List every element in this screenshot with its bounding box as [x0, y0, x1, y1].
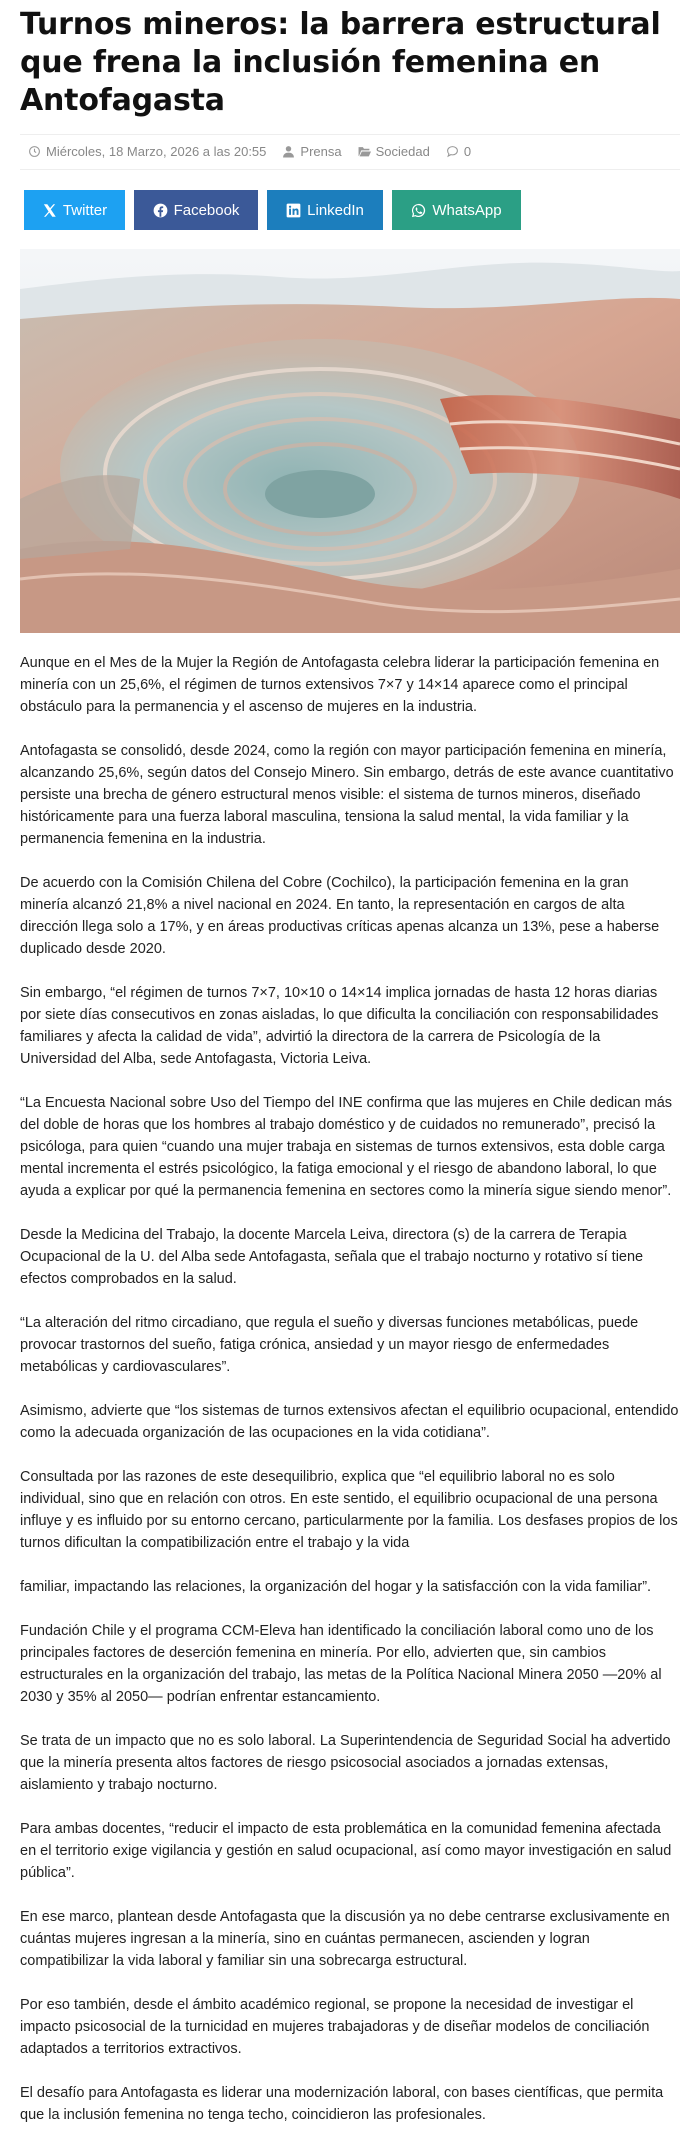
- meta-comments-count: 0: [463, 143, 472, 159]
- x-logo-icon: [42, 203, 57, 218]
- paragraph: Fundación Chile y el programa CCM-Eleva han identificado la conciliación laboral como uno de los principales factores de deserción femenina en minería. Por ello, advierten que, sin cambios estructurales en la organización del trabajo, las metas de la Política Nacional Minera 2050 —20% al 2030 y 35% al 2050— podrían enfrentar estancamiento.: [20, 1623, 662, 1705]
- meta-date: [28, 144, 266, 159]
- paragraph: El desafío para Antofagasta es liderar una modernización laboral, con bases científicas, que permita que la inclusión femenina no tenga techo, coincidieron las profesionales.: [20, 2085, 664, 2123]
- article-meta: [20, 134, 680, 170]
- share-linkedin-label: LinkedIn: [307, 201, 364, 219]
- paragraph: Sin embargo, “el régimen de turnos 7×7, 10×10 o 14×14 implica jornadas de hasta 12 horas diarias por siete días consecutivos en zonas aisladas, lo que dificulta la conciliación con responsabilidades familiares y afecta la calidad de vida”, advirtió la directora de la carrera de Psicología de la Universidad del Alba, sede Antofagasta, Victoria Leiva.: [20, 985, 659, 1067]
- paragraph: Aunque en el Mes de la Mujer la Región de Antofagasta celebra liderar la participación femenina en minería con un 25,6%, el régimen de turnos extensivos 7×7 y 14×14 aparece como el principal obstáculo para la permanencia y el ascenso de mujeres en la industria.: [20, 655, 660, 715]
- meta-category-text: Sociedad: [375, 143, 430, 159]
- meta-comments[interactable]: [446, 144, 471, 159]
- paragraph: Asimismo, advierte que “los sistemas de turnos extensivos afectan el equilibrio ocupacional, entendido como la adecuada organización de las ocupaciones en la vida cotidiana”.: [20, 1403, 679, 1441]
- paragraph: En ese marco, plantean desde Antofagasta que la discusión ya no debe centrarse exclusivamente en cuántas mujeres ingresan a la minería, sino en cuántas permanecen, ascienden y logran compatibilizar la vida laboral y familiar sin una sobrecarga estructural.: [20, 1909, 670, 1969]
- share-whatsapp-button[interactable]: [392, 190, 521, 230]
- paragraph: familiar, impactando las relaciones, la organización del hogar y la satisfacción con la vida familiar”.: [20, 1579, 652, 1595]
- share-linkedin-button[interactable]: [267, 190, 383, 230]
- user-icon: [282, 145, 295, 158]
- meta-author-text: Prensa: [300, 143, 342, 159]
- meta-author[interactable]: [282, 144, 341, 159]
- article-title: Turnos mineros: la barrera estructural que frena la inclusión femenina en Antofagasta: [20, 7, 661, 118]
- paragraph: Consultada por las razones de este desequilibrio, explica que “el equilibrio laboral no es solo individual, sino que en relación con otros. En este sentido, el equilibrio ocupacional de una persona influye y es influido por su entorno cercano, particularmente por la familia. Los desfases propios de los turnos dificultan la compatibilización entre el trabajo y la vida: [20, 1469, 678, 1551]
- share-facebook-button[interactable]: [134, 190, 258, 230]
- paragraph: Por eso también, desde el ámbito académico regional, se propone la necesidad de investigar el impacto psicosocial de la turnicidad en mujeres trabajadoras y de diseñar modelos de conciliación adaptados a territorios extractivos.: [20, 1997, 650, 2057]
- paragraph: Para ambas docentes, “reducir el impacto de esta problemática en la comunidad femenina afectada en el territorio exige vigilancia y gestión en salud ocupacional, así como mayor investigación en salud pública”.: [20, 1821, 672, 1881]
- paragraph: Antofagasta se consolidó, desde 2024, como la región con mayor participación femenina en minería, alcanzando 25,6%, según datos del Consejo Minero. Sin embargo, detrás de este avance cuantitativo persiste una brecha de género estructural menos visible: el sistema de turnos mineros, diseñado históricamente para una fuerza laboral masculina, tensiona la salud mental, la vida familiar y la permanencia femenina en la industria.: [20, 743, 674, 847]
- share-twitter-button[interactable]: [24, 190, 125, 230]
- clock-icon: [28, 145, 41, 158]
- article-body: [20, 652, 680, 2126]
- share-twitter-label: Twitter: [62, 201, 108, 219]
- hero-image-open-pit-mine: [20, 249, 680, 633]
- share-buttons: [20, 190, 680, 230]
- paragraph: De acuerdo con la Comisión Chilena del Cobre (Cochilco), la participación femenina en la gran minería alcanzó 21,8% a nivel nacional en 2024. En tanto, la representación en cargos de alta dirección llega solo a 17%, y en áreas productivas críticas apenas alcanza un 13%, pese a haberse duplicado desde 2020.: [20, 875, 660, 957]
- share-whatsapp-label: WhatsApp: [432, 201, 502, 219]
- facebook-icon: [153, 203, 168, 218]
- linkedin-icon: [286, 203, 301, 218]
- meta-date-text: Miércoles, 18 Marzo, 2026 a las 20:55: [46, 143, 267, 159]
- paragraph: “La Encuesta Nacional sobre Uso del Tiempo del INE confirma que las mujeres en Chile dedican más del doble de horas que los hombres al trabajo doméstico y de cuidados no remunerado”, precisó la psicóloga, para quien “cuando una mujer trabaja en sistemas de turnos extensivos, esta doble carga mental incrementa el estrés psicológico, la fatiga emocional y el riesgo de abandono laboral, lo que ayuda a explicar por qué la permanencia femenina en sectores como la minería sigue siendo menor”.: [20, 1095, 673, 1199]
- paragraph: Desde la Medicina del Trabajo, la docente Marcela Leiva, directora (s) de la carrera de Terapia Ocupacional de la U. del Alba sede Antofagasta, señala que el trabajo nocturno y rotativo sí tiene efectos comprobados en la salud.: [20, 1227, 644, 1287]
- meta-category[interactable]: [358, 144, 430, 159]
- whatsapp-icon: [411, 203, 426, 218]
- share-facebook-label: Facebook: [173, 201, 240, 219]
- folder-open-icon: [358, 145, 371, 158]
- comment-icon: [446, 145, 459, 158]
- paragraph: Se trata de un impacto que no es solo laboral. La Superintendencia de Seguridad Social ha advertido que la minería presenta altos factores de riesgo psicosocial asociados a jornadas extensas, aislamiento y trabajo nocturno.: [20, 1733, 671, 1793]
- paragraph: “La alteración del ritmo circadiano, que regula el sueño y diversas funciones metabólicas, puede provocar trastornos del sueño, fatiga crónica, ansiedad y un mayor riesgo de enfermedades metabólicas y cardiovasculares”.: [20, 1315, 639, 1375]
